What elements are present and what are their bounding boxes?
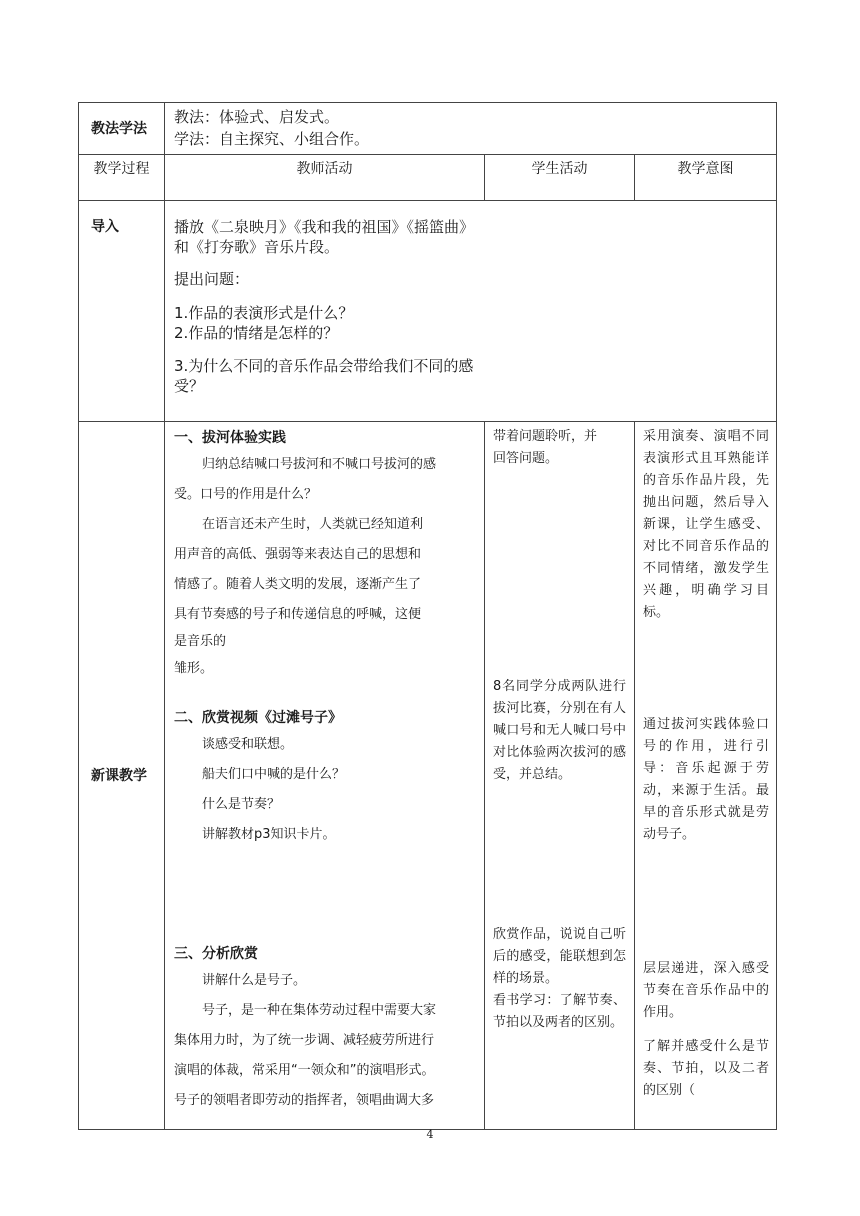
- teacher-activity: [165, 422, 485, 1130]
- methods-content: [165, 103, 777, 155]
- page-number: 4: [426, 1128, 434, 1141]
- s2-l2: 船夫们口中喊的是什么？: [202, 767, 346, 782]
- s3-p1c: 演唱的体裁，常采用“一领众和”的演唱形式。: [174, 1063, 435, 1078]
- intro-row: [79, 201, 777, 422]
- stu1a: 带着问题聆听，并: [493, 429, 598, 444]
- intro-content: [165, 201, 777, 422]
- intro-line2: 和《打夯歌》音乐片段。: [174, 238, 340, 256]
- s1-p2d: 具有节奏感的号子和传递信息的呼喊，这便: [174, 607, 422, 622]
- intro-q2: 2.作品的情绪是怎样的？: [174, 324, 339, 342]
- s1-p2e: 是音乐的: [174, 634, 227, 649]
- s1-p1a: 归纳总结喊口号拔河和不喊口号拔河的感: [202, 457, 437, 472]
- section1-title: 一、拔河体验实践: [174, 430, 286, 446]
- header-row: [79, 155, 777, 201]
- methods-row: [79, 103, 777, 155]
- methods-label: 教法学法: [79, 103, 165, 155]
- s2-l3: 什么是节奏？: [202, 797, 281, 812]
- s3-p1d: 号子的领唱者即劳动的指挥者，领唱曲调大多: [174, 1093, 435, 1108]
- int1: 采用演奏、演唱不同表演形式且耳熟能详的音乐作品片段，先抛出问题，然后导入新课，让学生感受、对比不同音乐作品的不同情绪，激发学生兴趣，明确学习目标。: [643, 429, 770, 620]
- s1-p2a: 在语言还未产生时，人类就已经知道利: [202, 517, 424, 532]
- header-process: 教学过程: [79, 155, 165, 201]
- intro-ask: 提出问题：: [174, 270, 250, 288]
- student-activity: [485, 422, 635, 1130]
- header-intent: 教学意图: [635, 155, 777, 201]
- stu2: 8名同学分成两队进行拔河比赛，分别在有人喊口号和无人喊口号中对比体验两次拔河的感受，并总结。: [493, 679, 626, 782]
- intro-q1: 1.作品的表演形式是什么？: [174, 304, 354, 322]
- header-teacher: 教师活动: [165, 155, 485, 201]
- s3-p1b: 集体用力时，为了统一步调、减轻疲劳所进行: [174, 1033, 435, 1048]
- newlesson-label: 新课教学: [79, 422, 165, 1130]
- stu1b: 回答问题。: [493, 451, 559, 466]
- newlesson-row: [79, 422, 777, 1130]
- stu4: 看书学习：了解节奏、节拍以及两者的区别。: [493, 993, 626, 1030]
- s1-p2c: 情感了。随着人类文明的发展，逐渐产生了: [174, 577, 422, 592]
- s3-p1a: 号子，是一种在集体劳动过程中需要大家: [202, 1003, 437, 1018]
- s2-l1: 谈感受和联想。: [202, 737, 294, 752]
- header-student: 学生活动: [485, 155, 635, 201]
- teaching-intent: [635, 422, 777, 1130]
- intro-q3a: 3.为什么不同的音乐作品会带给我们不同的感: [174, 357, 474, 375]
- intro-label: 导入: [79, 201, 165, 422]
- section3-title: 三、分析欣赏: [174, 946, 258, 962]
- learning-method: 学法：自主探究、小组合作。: [174, 130, 370, 148]
- s3-l1: 讲解什么是号子。: [202, 973, 307, 988]
- s1-p2b: 用声音的高低、强弱等来表达自己的思想和: [174, 547, 422, 562]
- s1-p2f: 雏形。: [174, 661, 214, 676]
- int2: 通过拔河实践体验口号的作用，进行引导：音乐起源于劳动，来源于生活。最早的音乐形式就是劳动号子。: [643, 717, 770, 842]
- section2-title: 二、欣赏视频《过滩号子》: [174, 710, 342, 726]
- int3: 层层递进，深入感受节奏在音乐作品中的作用。: [643, 961, 770, 1020]
- stu3: 欣赏作品，说说自己听后的感受，能联想到怎样的场景。: [493, 927, 626, 986]
- intro-line1: 播放《二泉映月》《我和我的祖国》《摇篮曲》: [174, 218, 475, 236]
- s1-p1b: 受。口号的作用是什么？: [174, 487, 318, 502]
- s2-l4: 讲解教材p3知识卡片。: [202, 827, 336, 842]
- lesson-plan-table: [78, 102, 777, 1130]
- intro-q3b: 受？: [174, 377, 205, 395]
- teaching-method: 教法：体验式、启发式。: [174, 108, 340, 126]
- int4: 了解并感受什么是节奏、节拍，以及二者的区别（: [643, 1039, 770, 1098]
